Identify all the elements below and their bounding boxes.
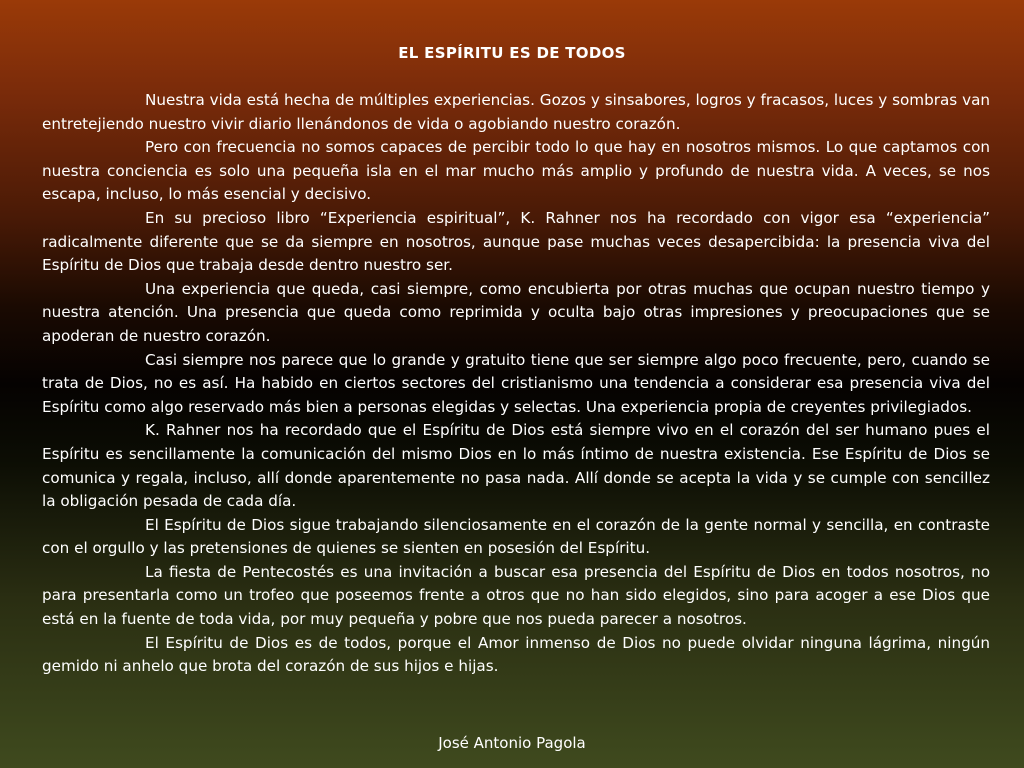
body-text [42, 89, 990, 679]
paragraph: Una experiencia que queda, casi siempre, como encubierta por otras muchas que ocupan nuestro tiempo y nuestra atención. Una presencia que queda como reprimida y oculta bajo otras impresiones y preocupaciones que se apoderan de nuestro corazón. [42, 279, 990, 345]
paragraph: La fiesta de Pentecostés es una invitación a buscar esa presencia del Espíritu de Dios en todos nosotros, no para presentarla como un trofeo que poseemos frente a otros que no han sido elegidos, sino para acoger a ese Dios que está en la fuente de toda vida, por muy pequeña y pobre que nos pueda parecer a nosotros. [42, 562, 990, 629]
paragraph: Pero con frecuencia no somos capaces de percibir todo lo que hay en nosotros mismos. Lo que captamos con nuestra conciencia es solo una pequeña isla en el mar mucho más amplio y profundo de nuestra vida. A veces, se nos escapa, incluso, lo más esencial y decisivo. [42, 138, 990, 204]
paragraph: En su precioso libro “Experiencia espiritual”, K. Rahner nos ha recordado con vigor esa “experiencia” radicalmente diferente que se da siempre en nosotros, aunque pase muchas veces desapercibida: la presencia viva del Espíritu de Dios que trabaja desde dentro nuestro ser. [42, 208, 990, 275]
paragraph: El Espíritu de Dios es de todos, porque el Amor inmenso de Dios no puede olvidar ninguna lágrima, ningún gemido ni anhelo que brota del corazón de sus hijos e hijas. [42, 633, 990, 676]
paragraph: El Espíritu de Dios sigue trabajando silenciosamente en el corazón de la gente normal y sencilla, en contraste con el orgullo y las pretensiones de quienes se sienten en posesión del Espíritu. [42, 515, 990, 558]
author-signature: José Antonio Pagola [438, 734, 586, 752]
paragraph: Nuestra vida está hecha de múltiples experiencias. Gozos y sinsabores, logros y fracasos, luces y sombras van entretejiendo nuestro vivir diario llenándonos de vida o agobiando nuestro corazón. [42, 91, 990, 133]
paragraph: Casi siempre nos parece que lo grande y gratuito tiene que ser siempre algo poco frecuente, pero, cuando se trata de Dios, no es así. Ha habido en ciertos sectores del cristianismo una tendencia a considerar esa presencia viva del Espíritu como algo reservado más bien a personas elegidas y selectas. Una experiencia propia de creyentes privilegiados. [42, 350, 990, 416]
paragraph: K. Rahner nos ha recordado que el Espíritu de Dios está siempre vivo en el corazón del ser humano pues el Espíritu es sencillamente la comunicación del mismo Dios en lo más íntimo de nuestra existencia. Ese Espíritu de Dios se comunica y regala, incluso, allí donde aparentemente no pasa nada. Allí donde se acepta la vida y se cumple con sencillez la obligación pesada de cada día. [42, 421, 990, 511]
page-title: EL ESPÍRITU ES DE TODOS [398, 44, 626, 62]
